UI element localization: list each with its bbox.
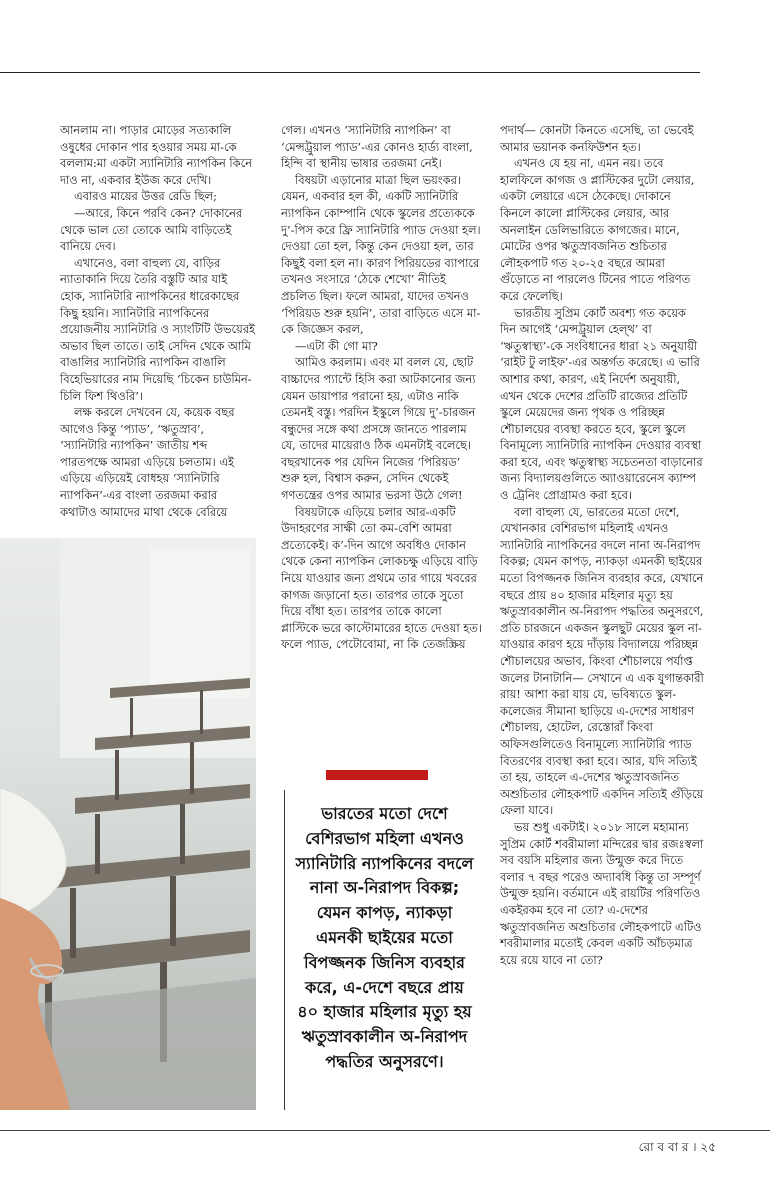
paragraph: —আরে, কিনে পরবি কেন? দোকানের থেকে ভাল তো তোকে আমি বাড়িতেই বানিয়ে দেব। (60, 205, 243, 254)
paragraph: আমিও করলাম। এবং মা বলল যে, ছোট বাচ্চাদের প্যান্টে হিসি করা আটকানোর জন্য যেমন ডায়াপার পরানো হয়, এটাও নাকি তেমনই বস্তু। পরদিন ইস্কুলে গিয়ে দু’-চারজন বন্ধুদের সঙ্গে কথা প্রসঙ্গে জানতে পারলাম যে, তাদের মায়েরাও ঠিক এমনটাই বলেছে। বছরখানেক পর যেদিন নিজের ‘পিরিয়ড’ শুরু হল, বিশ্বাস করুন, সেদিন থেকেই গণতন্ত্রের ওপর আমার ভরসা উঠে গেল! (281, 355, 476, 503)
paragraph: বলা বাহুল্য যে, ভারতের মতো দেশে, যেখানকার বেশিরভাগ মহিলাই এখনও স্যানিটারি ন্যাপকিনের বদলে নানা অ-নিরাপদ বিকল্প; যেমন কাপড়, ন্যাকড়া এমনকী ছাইয়ের মতো বিপজ্জনক জিনিস ব্যবহার করে, যেখানে বছরে প্রায় ৪০ হাজার মহিলার মৃত্যু হয় ঋতুস্রাবকালীন অ-নিরাপদ পদ্ধতির অনুসরণে, প্রতি চারজনে একজন স্কুলছুট মেয়ের স্কুল না-যাওয়ার কারণ হয়ে দাঁড়ায় বিদ্যালয়ে পরিচ্ছন্ন শৌচালয়ের অভাব, কিংবা শৌচালয়ে পর্যাপ্ত জলের টানাটানি— সেখানে এ এক যুগান্তকারী রায়! আশা করা যায় যে, ভবিষ্যতে স্কুল-কলেজের সীমানা ছাড়িয়ে এ-দেশের সাধারণ শৌচালয়, হোটেল, রেস্তোরাঁ কিংবা অফিসগুলিতেও বিনামূল্যে স্যানিটারি প্যাড বিতরণের ব্যবস্থা করা হবে। আর, যদি সত্যিই তা হয়, তাহলে এ-দেশের ঋতুস্রাবজনিত অশুচিতার লৌহকপাট একদিন সত্যিই গুঁড়িয়ে ফেলা যাবে। (500, 504, 704, 818)
page-footer: রো ব বা র । ২৫ (638, 1140, 716, 1154)
article-column-1 (60, 122, 256, 520)
paragraph: গেল। এখনও ‘স্যানিটারি ন্যাপকিন’ বা ‘মেন্সট্রুয়াল প্যাড’-এর কোনও হার্ড্য বাংলা, হিন্দি বা স্থানীয় ভাষার তরজমা নেই। (281, 123, 473, 171)
paragraph: বিষয়টা এড়ানোর মাত্রা ছিল ভয়ংকর। যেমন, একবার হল কী, একটি স্যানিটারি ন্যাপকিন কোম্পানি থেকে স্কুলের প্রত্যেককে দু’-পিস করে ফ্রি স্যানিটারি প্যাড দেওয়া হল। দেওয়া তো হল, কিন্তু কেন দেওয়া হল, তার কিছুই বলা হল না। কারণ পিরিয়ডের ব্যাপারে তখনও সংসারে ‘ঠেকে শেখো’ নীতিই প্রচলিত ছিল। ফলে আমরা, যাদের তখনও ‘পিরিয়ড শুরু হয়নি’, তারা বাড়িতে এসে মা-কে জিজ্ঞেস করল, (281, 172, 481, 337)
classroom-illustration (0, 538, 256, 1110)
paragraph: ভারতীয় সুপ্রিম কোর্ট অবশ্য গত কয়েক দিন আগেই ‘মেন্সট্রুয়াল হেল্থ’ বা ‘ঋতুস্বাস্থ্য’-কে সংবিধানের ধারা ২১ অনুযায়ী ‘রাইট টু লাইফ’-এর অন্তর্গত করেছে। এ ভারি আশার কথা, কারণ, এই নির্দেশ অনুযায়ী, এখন থেকে দেশের প্রতিটি রাজ্যের প্রতিটি স্কুলে মেয়েদের জন্য পৃথক ও পরিচ্ছন্ন শৌচালয়ের ব্যবস্থা করতে হবে, স্কুলে স্কুলে বিনামূল্যে স্যানিটারি ন্যাপকিন দেওয়ার ব্যবস্থা করা হবে, এবং ঋতুস্বাস্থ্য সচেতনতা বাড়ানোর জন্য বিদ্যালয়গুলিতে অ্যাওয়ারেনেস ক্যাম্প ও ট্রেনিং প্রোগ্রামও করা হবে। (500, 305, 703, 503)
paragraph: এখানেও, বলা বাহুল্য যে, বাড়ির ন্যাতাকানি দিয়ে তৈরি বস্তুটি আর যাই হোক, স্যানিটারি ন্যাপকিনের ধারেকাছের কিছু হয়নি। স্যানিটারি ন্যাপকিনের প্রয়োজনীয় স্যানিটারি ও স্যাংটিটি উভয়েরই অভাব ছিল তাতে। তাই সেদিন থেকে আমি বাঙালির স্যানিটারি ন্যাপকিন বাঙালি বিহেভিয়ারের নাম দিয়েছি ‘চিকেন চাউমিন-চিলি ফিশ থিওরি’। (60, 255, 255, 403)
bottom-rule (0, 1130, 770, 1131)
paragraph: বিষয়টাকে এড়িয়ে চলার আর-একটি উদাহরণের সাক্ষী তো কম-বেশি আমরা প্রত্যেকেই। ক’-দিন আগে অবধিও দোকান থেকে কেনা ন্যাপকিন লোকচক্ষু এড়িয়ে বাড়ি নিয়ে যাওয়ার জন্য প্রথমে তার গায়ে খবরের কাগজ জড়ানো হত। তারপর তাকে সুতো দিয়ে বাঁধা হত। তারপর তাকে কালো প্লাস্টিকে ভরে কাস্টোমারের হাতে দেওয়া হত। ফলে প্যাড, পেটোবোমা, না কি তেজস্ক্রিয় (281, 504, 482, 652)
article-column-2 (281, 122, 482, 653)
paragraph: —এটা কী গো মা? (295, 338, 378, 353)
paragraph: ভয় শুধু একটাই। ২০১৮ সালে মহামান্য সুপ্রিম কোর্ট শবরীমালা মন্দিরের দ্বার রজঃস্বলা সব বয়সি মহিলার জন্য উন্মুক্ত করে দিতে বলার ৭ বছর পরেও অদ্যাবধি কিন্তু তা সম্পূর্ণ উন্মুক্ত হয়নি। বর্তমানে এই রায়টির পরিণতিও একইরকম হবে না তো? এ-দেশের ঋতুস্রাবজনিত অশুচিতার লৌহকপাটে এটিও শবরীমালার মতোই কেবল একটি আঁচড়মাত্র হয়ে রয়ে যাবে না তো? (500, 819, 704, 967)
pullquote-accent-bar (326, 770, 428, 780)
paragraph: এখনও যে হয় না, এমন নয়। তবে হালফিলে কাগজ ও প্লাস্টিকের দুটো লেয়ার, একটা লেয়ারে এসে ঠেকেছে। দোকানে কিনলে কালো প্লাস্টিকের লেয়ার, আর অনলাইন ডেলিভারিতে কাগজের। মানে, মোটের ওপর ঋতুস্রাবজনিত শুচিতার লৌহকপাট গত ২০-২৫ বছরে আমরা গুঁড়োতে না পারলেও টিনের পাতে পরিণত করে ফেলেছি। (500, 156, 695, 303)
paragraph: পদার্থ— কোনটা কিনতে এসেছি, তা ভেবেই আমার ভয়ানক কনফিউশন হত। (500, 123, 694, 154)
article-column-3 (500, 122, 704, 968)
paragraph: লক্ষ করলে দেখবেন যে, কয়েক বছর আগেও কিন্তু ‘প্যাড’, ‘ঋতুস্রাব’, ‘স্যানিটারি ন্যাপকিন’ জাতীয় শব্দ পারতপক্ষে আমরা এড়িয়ে চলতাম। এই এড়িয়ে এড়িয়েই বোধহয় ‘স্যানিটারি ন্যাপকিন’-এর বাংলা তরজমা করার কথাটাও আমাদের মাথা থেকে বেরিয়ে (60, 405, 235, 519)
pull-quote: ভারতের মতো দেশে বেশিরভাগ মহিলা এখনও স্যানিটারি ন্যাপকিনের বদলে নানা অ-নিরাপদ বিকল্প; যেমন কাপড়, ন্যাকড়া এমনকী ছাইয়ের মতো বিপজ্জনক জিনিস ব্যবহার করে, এ-দেশে বছরে প্রায় ৪০ হাজার মহিলার মৃত্যু হয় ঋতুস্রাবকালীন অ-নিরাপদ পদ্ধতির অনুসরণে। (284, 790, 480, 1110)
top-rule (0, 72, 700, 73)
classroom-photo (0, 538, 256, 1110)
paragraph: আনলাম না। পাড়ার মোড়ের সত্যকালি ওষুধের দোকান পার হওয়ার সময় মা-কে বললাম:মা একটা স্যানিটারি ন্যাপকিন কিনে দাও না, একবার ইউজ করে দেখি। (60, 123, 253, 187)
paragraph: এবারও মায়ের উত্তর রেডি ছিল; (74, 189, 217, 204)
